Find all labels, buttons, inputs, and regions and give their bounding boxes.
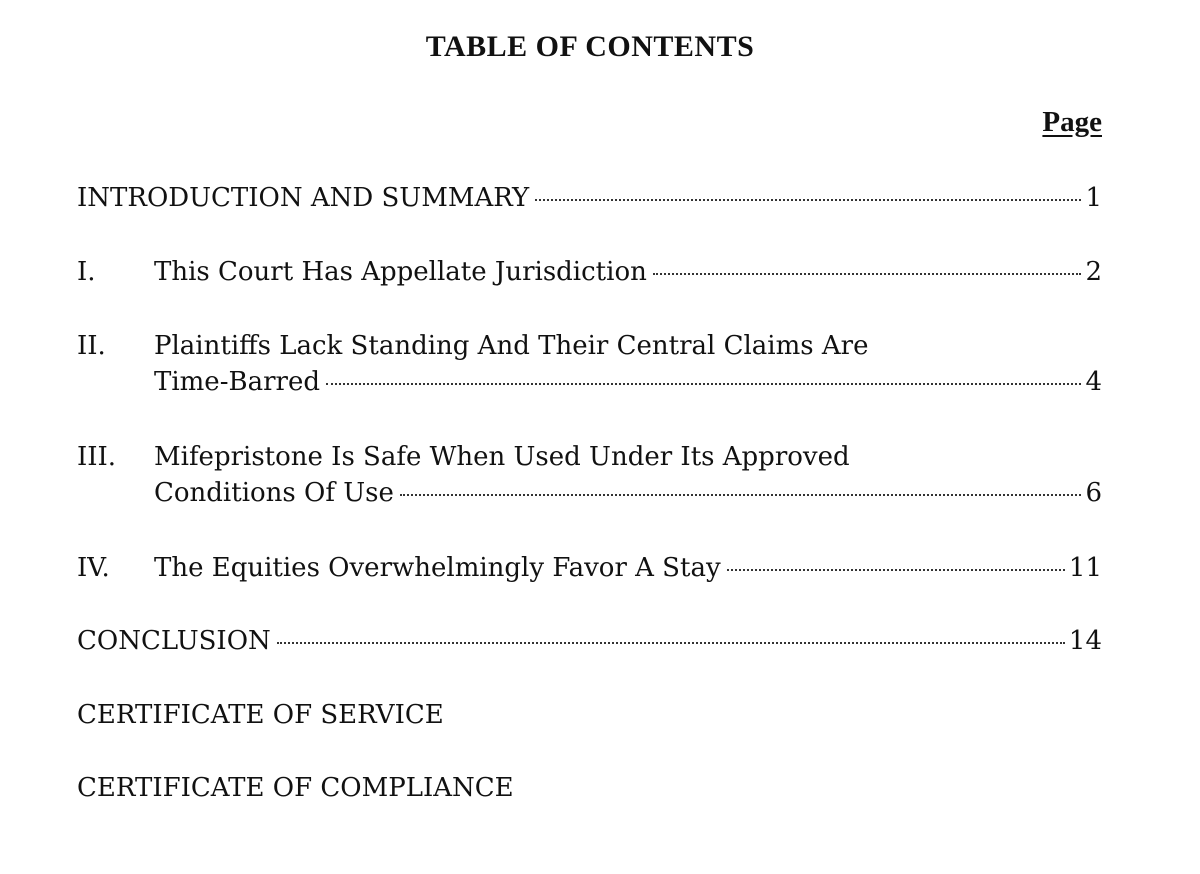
toc-entry-page: 4: [1085, 367, 1102, 397]
toc-title: TABLE OF CONTENTS: [425, 30, 755, 63]
toc-entry-introduction[interactable]: [77, 180, 1102, 216]
toc-entry-page: 1: [1085, 183, 1102, 213]
toc-entry-section-3[interactable]: [77, 439, 1102, 511]
toc-entry-text: This Court Has Appellate Jurisdiction: [154, 257, 647, 287]
toc-entry-text-line1: Plaintiffs Lack Standing And Their Central Claims Are: [154, 331, 869, 361]
toc-entry-text: CERTIFICATE OF SERVICE: [77, 700, 444, 730]
toc-entry-numeral: III.: [77, 442, 117, 472]
toc-entry-section-4[interactable]: [77, 550, 1102, 586]
toc-entry-numeral: IV.: [77, 553, 110, 583]
toc-entry-page: 14: [1068, 626, 1102, 656]
toc-entry-text-line2: Conditions Of Use: [154, 478, 394, 508]
toc-entry-text: CONCLUSION: [77, 626, 271, 656]
dot-leader: [535, 199, 1081, 201]
dot-leader: [326, 383, 1081, 385]
toc-entry-certificate-of-service[interactable]: [77, 697, 1102, 733]
toc-entry-conclusion[interactable]: [77, 623, 1102, 659]
dot-leader: [653, 273, 1082, 275]
toc-entry-numeral: II.: [77, 331, 106, 361]
toc-entry-page: 6: [1085, 478, 1102, 508]
toc-entry-text: INTRODUCTION AND SUMMARY: [77, 183, 530, 213]
dot-leader: [277, 642, 1065, 644]
toc-entry-text: CERTIFICATE OF COMPLIANCE: [77, 773, 514, 803]
toc-entry-certificate-of-compliance[interactable]: [77, 770, 1102, 806]
toc-entry-numeral: I.: [77, 257, 96, 287]
toc-entry-page: 11: [1068, 553, 1102, 583]
dot-leader: [400, 494, 1082, 496]
toc-entry-section-2[interactable]: [77, 328, 1102, 400]
toc-entry-page: 2: [1085, 257, 1102, 287]
toc-entry-text-line2: Time-Barred: [154, 367, 320, 397]
toc-entry-text-line1: Mifepristone Is Safe When Used Under Its Approved: [154, 442, 850, 472]
toc-entry-section-1[interactable]: [77, 254, 1102, 290]
page-column-heading: Page: [1042, 106, 1102, 138]
dot-leader: [727, 569, 1065, 571]
toc-entry-text: The Equities Overwhelmingly Favor A Stay: [154, 553, 721, 583]
